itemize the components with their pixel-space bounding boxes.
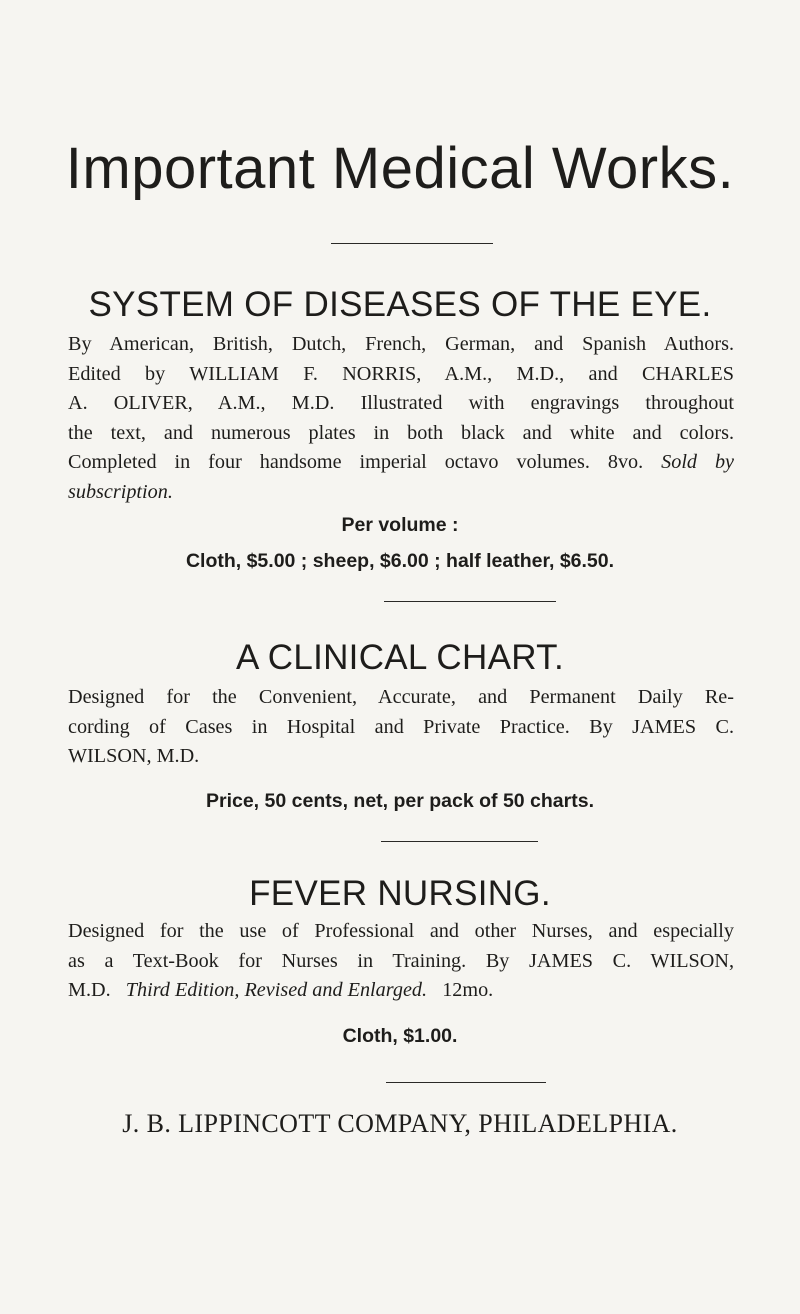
description-line [68,448,734,478]
price-fever-nursing: Cloth, $1.00. [342,1025,458,1047]
description-line [68,976,734,1006]
subscription-note: subscription. [68,480,173,503]
description-line: cording of Cases in Hospital and Private Practice. By JAMES C. [68,715,734,738]
description-text: Completed in four handsome imperial octavo volumes. 8vo. [68,451,644,473]
section-heading-eye-diseases: SYSTEM OF DISEASES OF THE EYE. [88,285,712,324]
section-description-clinical-chart [68,683,734,772]
description-line: WILSON, M.D. [68,745,200,767]
divider [384,601,556,602]
description-line: A. OLIVER, A.M., M.D. Illustrated with engravings throughout [68,392,734,414]
description-line: By American, British, Dutch, French, German, and Spanish Authors. [68,333,734,355]
price-label-eye-diseases: Per volume : [341,514,459,536]
price-eye-diseases: Cloth, $5.00 ; sheep, $6.00 ; half leather, $6.50. [185,550,615,572]
description-line: the text, and numerous plates in both black and white and colors. [68,421,734,444]
page-title: Important Medical Works. [65,136,735,201]
divider [381,841,538,842]
price-clinical-chart: Price, 50 cents, net, per pack of 50 charts. [205,790,594,812]
divider [331,243,493,244]
description-line: Designed for the Convenient, Accurate, and Permanent Daily Re- [68,686,734,708]
author-degree: M.D. [68,979,111,1001]
section-heading-clinical-chart: A CLINICAL CHART. [236,638,564,677]
format-note: 12mo. [442,979,494,1001]
description-line: as a Text-Book for Nurses in Training. By JAMES C. WILSON, [68,949,734,972]
section-heading-fever-nursing: FEVER NURSING. [249,874,551,913]
description-line: Designed for the use of Professional and other Nurses, and especially [68,920,734,942]
section-description-fever-nursing [68,917,734,1006]
divider [386,1082,546,1083]
sold-by-note: Sold by [661,451,735,473]
section-description-eye-diseases [68,330,734,507]
description-line: Edited by WILLIAM F. NORRIS, A.M., M.D., and CHARLES [68,362,734,385]
description-line [68,478,734,508]
edition-note: Third Edition, Revised and Enlarged. [125,979,428,1001]
publisher-imprint: J. B. LIPPINCOTT COMPANY, PHILADELPHIA. [122,1109,678,1138]
